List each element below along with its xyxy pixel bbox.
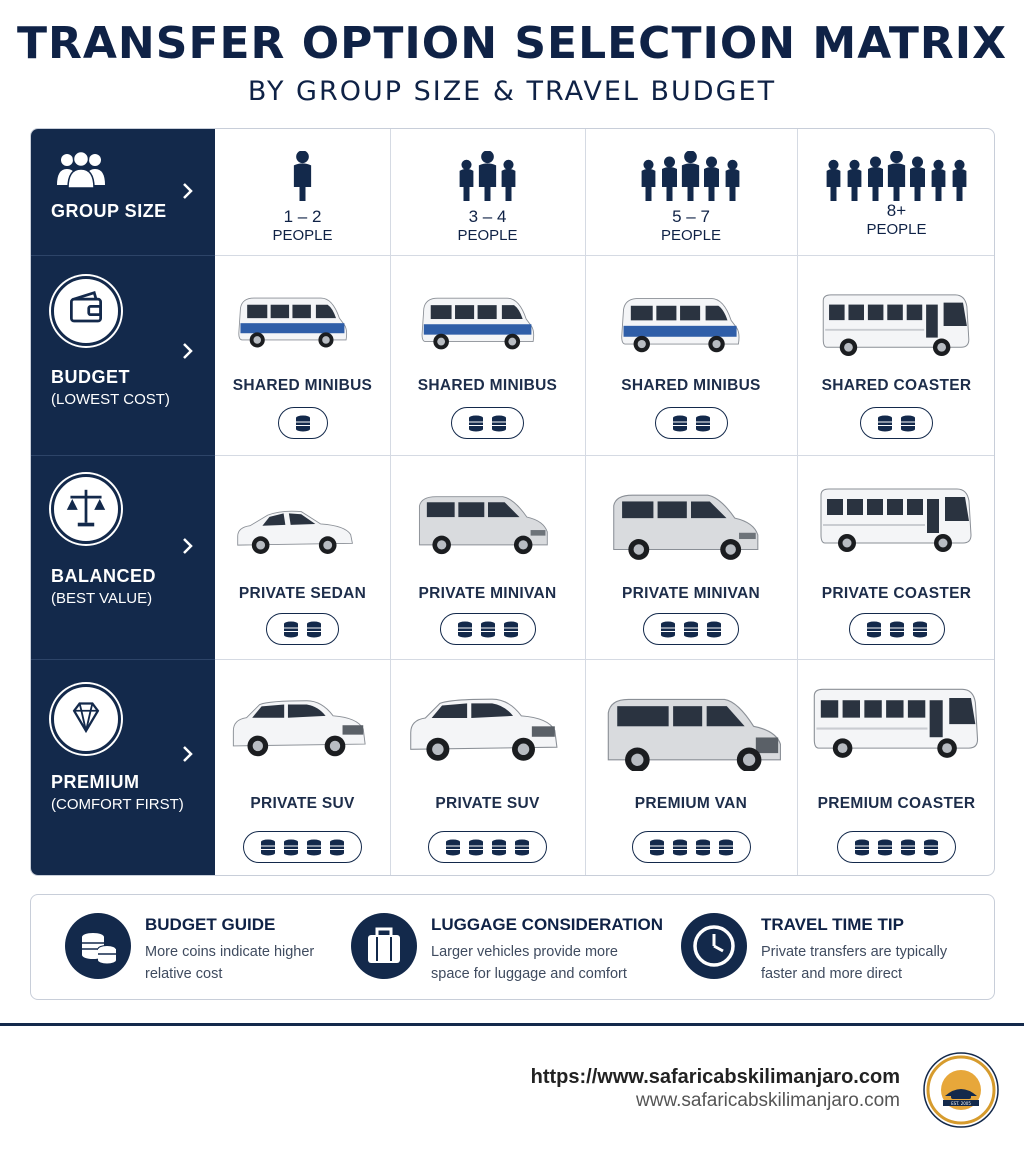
cost-coins-badge <box>278 407 328 439</box>
people-figures <box>215 151 390 201</box>
people-figures <box>390 151 585 201</box>
page-subtitle: BY GROUP SIZE & TRAVEL BUDGET <box>247 76 777 107</box>
vehicle-option-name: SHARED MINIBUS <box>417 377 558 394</box>
legend-item <box>681 895 981 1001</box>
website-url[interactable]: https://www.safaricabskilimanjaro.com <box>530 1066 900 1088</box>
cost-coins-badge <box>266 613 339 645</box>
logo-est-text: EST. 2005 <box>951 1101 971 1106</box>
coin-icon <box>502 620 520 638</box>
transfer-option-cell[interactable] <box>797 659 995 876</box>
coin-icon <box>717 838 735 856</box>
transfer-option-cell[interactable] <box>797 255 995 455</box>
coin-icon <box>467 414 485 432</box>
coin-icon <box>328 838 346 856</box>
group-size-label: GROUP SIZE <box>51 201 167 221</box>
cost-coins-badge <box>428 831 547 863</box>
scales-icon <box>54 477 118 541</box>
transfer-option-cell[interactable] <box>585 455 797 659</box>
minivan-icon <box>413 493 563 556</box>
suitcase-icon-badge <box>351 913 417 979</box>
legend-title: TRAVEL TIME TIP <box>761 915 904 934</box>
coin-icon <box>682 620 700 638</box>
legend-title: BUDGET GUIDE <box>145 915 276 934</box>
group-size-unit: PEOPLE <box>457 227 518 244</box>
people-figures <box>585 151 797 201</box>
coin-icon <box>705 620 723 638</box>
coin-icon <box>694 838 712 856</box>
transfer-option-cell[interactable] <box>585 659 797 876</box>
vehicle-image <box>797 291 995 357</box>
people-icon <box>289 151 316 203</box>
coaster-icon <box>816 485 978 553</box>
vehicle-image <box>390 695 585 766</box>
cost-coins-badge <box>243 831 362 863</box>
legend-title: LUGGAGE CONSIDERATION <box>431 915 664 934</box>
coin-icon <box>444 838 462 856</box>
group-size-unit: PEOPLE <box>272 227 333 244</box>
coaster-icon <box>809 685 985 759</box>
legend-item <box>351 895 664 1001</box>
sedan-icon <box>232 501 374 561</box>
selection-matrix <box>30 128 995 876</box>
coin-icon <box>922 838 940 856</box>
coin-icon <box>671 414 689 432</box>
tier-label: BALANCED <box>51 566 156 586</box>
cost-coins-badge <box>860 407 933 439</box>
minibus-icon <box>235 293 370 350</box>
group-size-range: 5 – 7 <box>672 207 710 226</box>
coin-icon <box>865 620 883 638</box>
tier-sub-label: (COMFORT FIRST) <box>51 796 184 813</box>
coin-icon <box>876 414 894 432</box>
coin-icon <box>648 838 666 856</box>
group-size-range: 8+ <box>886 201 907 220</box>
coin-icon <box>513 838 531 856</box>
cost-coins-badge <box>440 613 536 645</box>
vehicle-option-name: PRIVATE COASTER <box>821 585 972 602</box>
vehicle-option-name: SHARED COASTER <box>821 377 972 394</box>
people-icon <box>820 151 973 203</box>
legend-text: Private transfers are typically faster and more direct <box>761 944 948 982</box>
transfer-option-cell[interactable] <box>215 455 390 659</box>
transfer-option-cell[interactable] <box>215 255 390 455</box>
cost-coins-badge <box>643 613 739 645</box>
cost-coins-badge <box>632 831 751 863</box>
minibus-icon <box>617 293 765 355</box>
vehicle-option-name: PREMIUM COASTER <box>817 795 976 812</box>
coin-icon <box>911 620 929 638</box>
legend-text: More coins indicate higher relative cost <box>145 944 315 982</box>
vehicle-option-name: PRIVATE MINIVAN <box>418 585 557 602</box>
tier-sub-label: (BEST VALUE) <box>51 590 153 607</box>
group-size-column-header <box>390 129 585 255</box>
tier-balanced <box>31 455 215 659</box>
transfer-option-cell[interactable] <box>215 659 390 876</box>
suv-icon <box>404 695 572 766</box>
vehicle-image <box>797 685 995 759</box>
wallet-icon <box>54 279 118 343</box>
coins-icon <box>65 913 131 979</box>
group-size-range: 3 – 4 <box>468 207 507 226</box>
transfer-option-cell[interactable] <box>390 659 585 876</box>
coin-icon <box>479 620 497 638</box>
vehicle-image <box>215 293 390 350</box>
people-figures <box>797 151 995 201</box>
coin-icon <box>659 620 677 638</box>
website-url-secondary[interactable]: www.safaricabskilimanjaro.com <box>636 1090 900 1111</box>
coin-icon <box>467 838 485 856</box>
coin-icon <box>282 620 300 638</box>
tier-premium <box>31 659 215 876</box>
vehicle-option-name: PRIVATE SUV <box>435 795 540 812</box>
clock-icon-badge <box>681 913 747 979</box>
tier-sub-label: (LOWEST COST) <box>51 391 170 408</box>
chevron-right-icon <box>181 181 195 201</box>
cost-coins-badge <box>849 613 945 645</box>
vehicle-option-name: PREMIUM VAN <box>634 795 748 812</box>
clock-icon <box>681 913 747 979</box>
company-logo <box>923 1052 999 1128</box>
tier-label: PREMIUM <box>51 772 140 792</box>
vehicle-image <box>585 695 797 771</box>
cost-coins-badge <box>451 407 524 439</box>
vehicle-image <box>585 293 797 355</box>
vehicle-image <box>390 493 585 556</box>
vehicle-image <box>390 293 585 352</box>
people-icon <box>636 151 747 203</box>
coin-icon <box>294 414 312 432</box>
coins-icon-badge <box>65 913 131 979</box>
coin-icon <box>671 838 689 856</box>
vehicle-option-name: SHARED MINIBUS <box>232 377 373 394</box>
vehicle-image <box>797 485 995 553</box>
suv-icon <box>227 697 379 761</box>
transfer-option-cell[interactable] <box>797 455 995 659</box>
coaster-icon <box>818 291 976 357</box>
coin-icon <box>899 414 917 432</box>
coin-icon <box>259 838 277 856</box>
legend <box>30 894 995 1000</box>
scales-icon-badge <box>51 474 121 544</box>
cost-coins-badge <box>655 407 728 439</box>
diamond-icon <box>54 687 118 751</box>
coin-icon <box>490 414 508 432</box>
people-icon <box>453 151 522 203</box>
transfer-option-cell[interactable] <box>390 255 585 455</box>
group-size-range: 1 – 2 <box>283 207 322 226</box>
footer-divider <box>0 1023 1024 1026</box>
coin-icon <box>853 838 871 856</box>
transfer-option-cell[interactable] <box>585 255 797 455</box>
vehicle-option-name: PRIVATE SUV <box>250 795 355 812</box>
group-size-column-header <box>797 129 995 255</box>
group-size-unit: PEOPLE <box>660 227 722 244</box>
coin-icon <box>876 838 894 856</box>
van-icon <box>600 695 782 771</box>
vehicle-option-name: SHARED MINIBUS <box>621 377 761 394</box>
coin-icon <box>490 838 508 856</box>
chevron-right-icon <box>181 744 195 764</box>
group-size-column-header <box>215 129 390 255</box>
coin-icon <box>282 838 300 856</box>
transfer-option-cell[interactable] <box>390 455 585 659</box>
chevron-right-icon <box>181 536 195 556</box>
group-size-column-header <box>585 129 797 255</box>
vehicle-image <box>215 501 390 561</box>
minivan-icon <box>606 491 776 562</box>
vehicle-option-name: PRIVATE MINIVAN <box>622 585 760 602</box>
legend-text: Larger vehicles provide more space for luggage and comfort <box>431 944 627 982</box>
suitcase-icon <box>351 913 417 979</box>
minibus-icon <box>418 293 558 352</box>
group-icon <box>55 151 107 189</box>
coin-icon <box>888 620 906 638</box>
vehicle-image <box>215 697 390 761</box>
wallet-icon-badge <box>51 276 121 346</box>
group-size-unit: PEOPLE <box>866 221 927 238</box>
page-title: TRANSFER OPTION SELECTION MATRIX <box>16 18 1008 69</box>
coin-icon <box>694 414 712 432</box>
legend-item <box>65 895 365 1001</box>
diamond-icon-badge <box>51 684 121 754</box>
vehicle-image <box>585 491 797 562</box>
coin-icon <box>456 620 474 638</box>
group-size-header <box>31 129 215 255</box>
coin-icon <box>305 838 323 856</box>
coin-icon <box>899 838 917 856</box>
cost-coins-badge <box>837 831 956 863</box>
chevron-right-icon <box>181 341 195 361</box>
tier-budget <box>31 255 215 455</box>
coin-icon <box>305 620 323 638</box>
tier-label: BUDGET <box>51 367 130 387</box>
vehicle-option-name: PRIVATE SEDAN <box>238 585 367 602</box>
